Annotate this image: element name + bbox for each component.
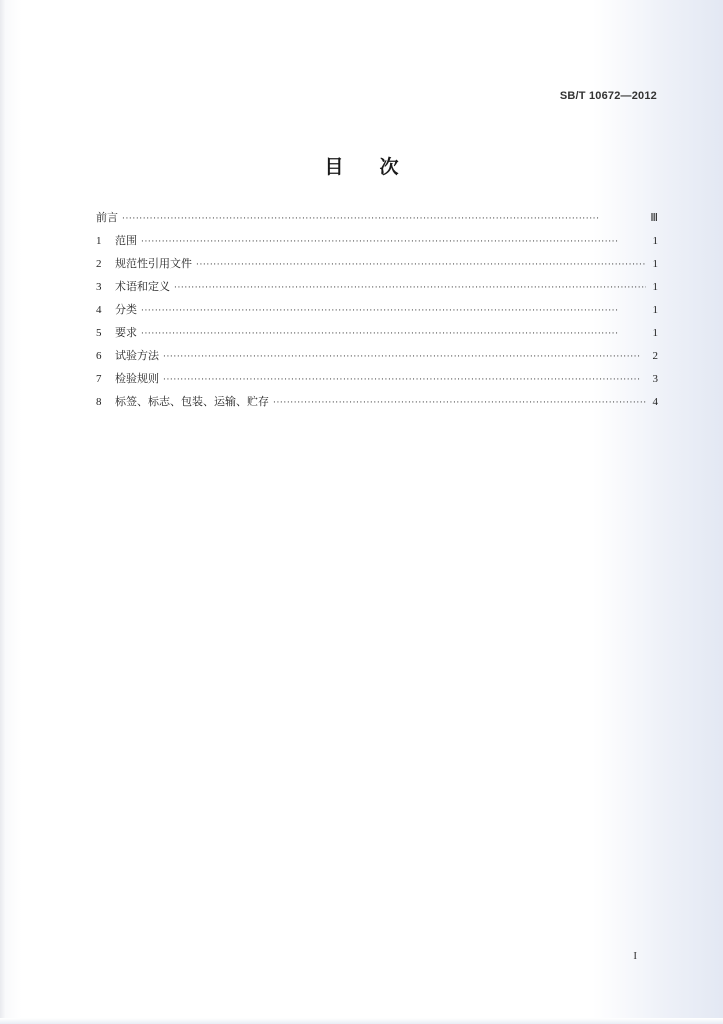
toc-entry-label: 术语和定义	[115, 280, 170, 293]
toc-entry-number: 2	[96, 258, 102, 270]
toc-entry-page: 1	[652, 327, 658, 339]
toc-entry-number: 4	[96, 304, 102, 316]
toc-entry-label: 要求	[115, 326, 137, 339]
title-part-1: 目	[324, 156, 344, 178]
standard-code: SB/T 10672—2012	[559, 90, 657, 102]
toc-entry-label: 分类	[115, 303, 137, 316]
page-bottom-edge	[0, 1018, 723, 1024]
toc-leader-dots	[163, 352, 646, 362]
toc-entry-number: 7	[96, 373, 102, 385]
toc-entry-page: 3	[652, 373, 658, 385]
title-part-2: 次	[379, 156, 399, 178]
toc-leader-dots	[174, 283, 646, 293]
toc-leader-dots	[141, 237, 646, 247]
toc-entry-number: 8	[96, 396, 102, 408]
toc-leader-dots	[196, 260, 646, 270]
toc-entry-8[interactable]	[96, 393, 658, 416]
toc-entry-page: 4	[652, 396, 658, 408]
toc-entry-label: 规范性引用文件	[115, 257, 192, 270]
toc-entry-4[interactable]	[96, 301, 658, 324]
toc-entry-page: 1	[652, 258, 658, 270]
table-of-contents	[96, 209, 658, 416]
toc-entry-label: 范围	[115, 234, 137, 247]
toc-leader-dots	[122, 214, 646, 224]
toc-leader-dots	[273, 398, 646, 408]
toc-entry-number: 6	[96, 350, 102, 362]
page-number: I	[633, 950, 637, 962]
toc-entry-page: 1	[652, 281, 658, 293]
toc-leader-dots	[141, 306, 646, 316]
toc-entry-7[interactable]	[96, 370, 658, 393]
toc-entry-page: 1	[652, 304, 658, 316]
toc-entry-number: 3	[96, 281, 102, 293]
toc-entry-page: 1	[652, 235, 658, 247]
toc-entry-5[interactable]	[96, 324, 658, 347]
toc-entry-label: 试验方法	[115, 349, 159, 362]
toc-entry-foreword[interactable]	[96, 209, 658, 232]
toc-entry-page: Ⅲ	[650, 212, 658, 224]
toc-leader-dots	[163, 375, 646, 385]
toc-leader-dots	[141, 329, 646, 339]
toc-entry-page: 2	[652, 350, 658, 362]
toc-entry-label: 标签、标志、包装、运输、贮存	[115, 395, 269, 408]
toc-entry-6[interactable]	[96, 347, 658, 370]
toc-entry-3[interactable]	[96, 278, 658, 301]
toc-entry-number: 1	[96, 235, 102, 247]
toc-entry-number: 5	[96, 327, 102, 339]
toc-entry-label: 前言	[96, 211, 118, 224]
toc-entry-label: 检验规则	[115, 372, 159, 385]
toc-entry-2[interactable]	[96, 255, 658, 278]
toc-entry-1[interactable]	[96, 232, 658, 255]
page-title	[0, 152, 723, 179]
